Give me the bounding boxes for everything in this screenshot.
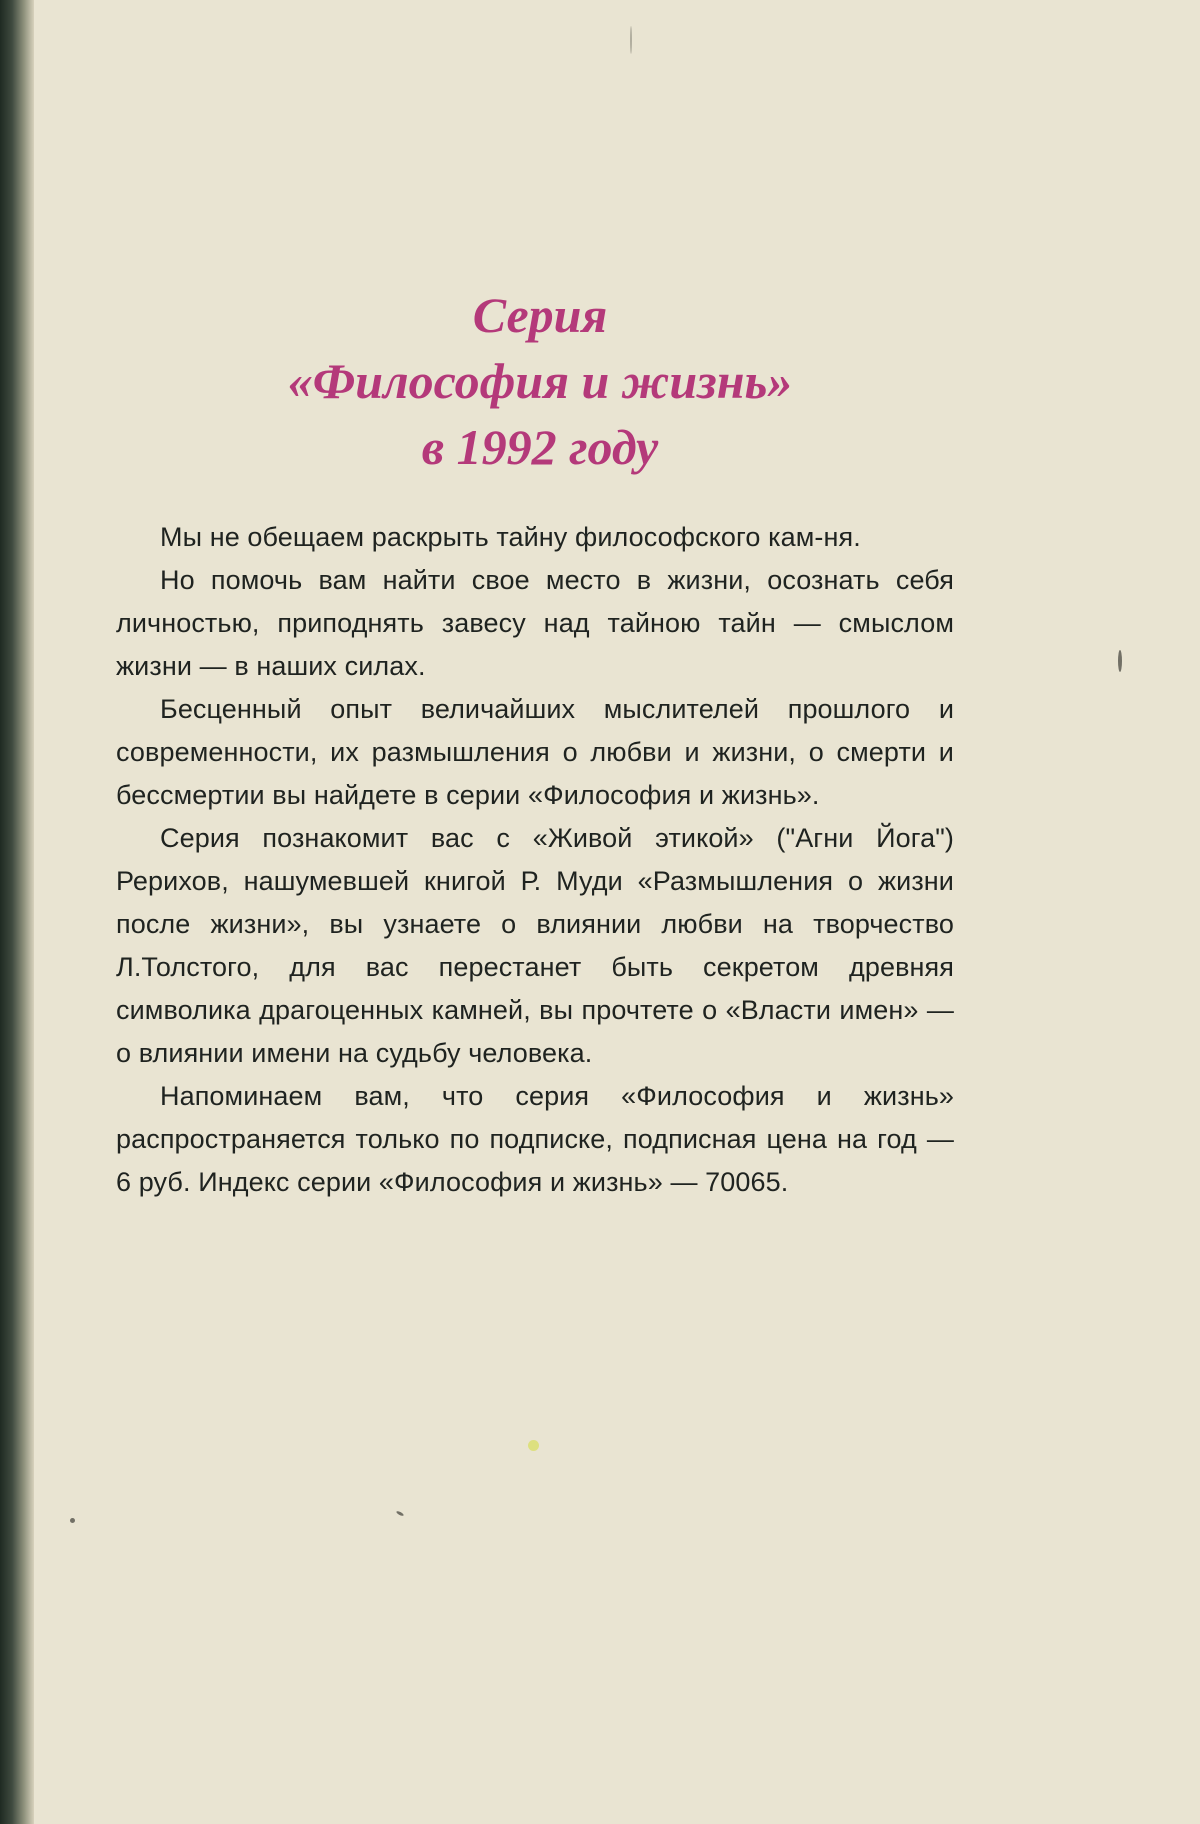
paper-speck bbox=[630, 26, 632, 54]
paragraph: Серия познакомит вас с «Живой этикой» ("Агни Йога") Рерихов, нашумевшей книгой Р. Муди «Размышления о жизни после жизни», вы узнаете о влиянии любви на творчество Л.Толстого, для вас перестанет быть секретом древняя символика драгоценных камней, вы прочтете о «Власти имен» — о влиянии имени на судьбу человека. bbox=[116, 823, 954, 1068]
paper-speck bbox=[70, 1518, 75, 1523]
series-title-line: в 1992 году bbox=[421, 418, 659, 475]
paper-speck bbox=[396, 1510, 404, 1516]
paragraph: Но помочь вам найти свое место в жизни, осознать себя личностью, приподнять завесу над тайною тайн — смыслом жизни — в наших силах. bbox=[116, 565, 954, 681]
paper-speck bbox=[1118, 650, 1122, 672]
series-title-line: Серия bbox=[472, 286, 608, 343]
paragraph: Бесценный опыт величайших мыслителей прошлого и современности, их размышления о любви и жизни, о смерти и бессмертии вы найдете в серии «Философия и жизнь». bbox=[116, 694, 954, 810]
series-description bbox=[116, 516, 954, 1204]
series-title bbox=[150, 282, 930, 480]
paper-speck bbox=[528, 1440, 539, 1451]
series-title-line: «Философия и жизнь» bbox=[287, 352, 793, 409]
paragraph: Напоминаем вам, что серия «Философия и жизнь» распространяется только по подписке, подписная цена на год — 6 руб. Индекс серии «Философия и жизнь» — 70065. bbox=[116, 1081, 954, 1197]
book-spine-shadow bbox=[0, 0, 34, 1824]
paragraph: Мы не обещаем раскрыть тайну философского кам-ня. bbox=[160, 522, 861, 552]
